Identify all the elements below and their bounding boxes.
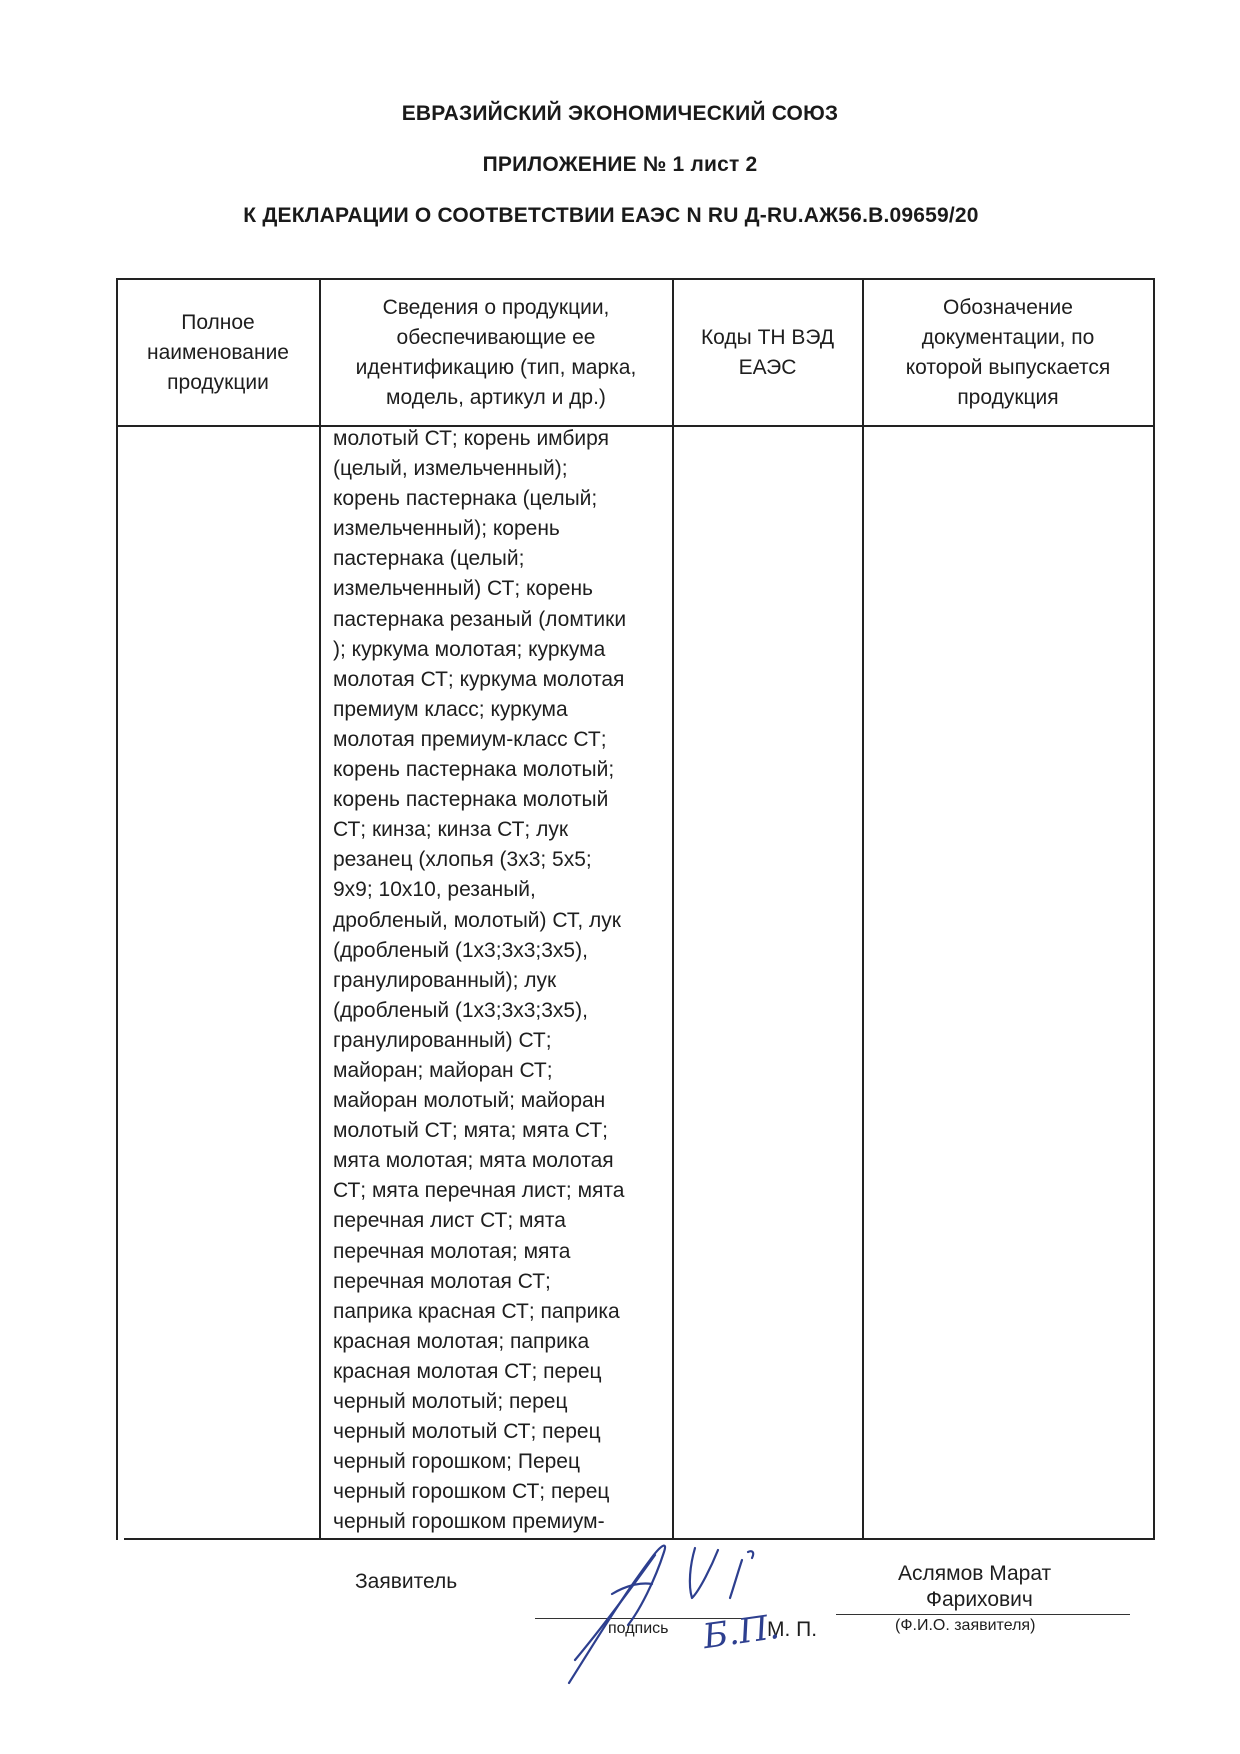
header-line: продукция — [957, 385, 1059, 409]
product-info-line: (целый, измельченный); — [333, 457, 568, 481]
table-right-border — [1153, 278, 1155, 1540]
header-line: Полное — [181, 310, 255, 334]
product-info-line: 9х9; 10х10, резаный, — [333, 878, 536, 902]
table-col-divider-3 — [862, 278, 864, 1540]
product-info-line: СТ; мята перечная лист; мята — [333, 1179, 625, 1203]
header-line: продукции — [167, 370, 269, 394]
product-info-line: дробленый, молотый) СТ, лук — [333, 908, 621, 932]
product-info-line: майоран молотый; майоран — [333, 1089, 606, 1113]
product-info-line: корень пастернака молотый; — [333, 758, 615, 782]
applicant-name-line-2: Фарихович — [926, 1588, 1033, 1611]
product-info-line: СТ; кинза; кинза СТ; лук — [333, 818, 569, 842]
product-info-line: молотый СТ; мята; мята СТ; — [333, 1119, 608, 1143]
signature-caption: подпись — [608, 1620, 669, 1637]
product-info-cell — [333, 424, 673, 1537]
name-underline — [836, 1614, 1130, 1615]
table-bottom-border — [124, 1538, 1154, 1540]
document-title-union: ЕВРАЗИЙСКИЙ ЭКОНОМИЧЕСКИЙ СОЮЗ — [401, 102, 839, 125]
column-header-product-info — [320, 280, 672, 425]
product-info-line: премиум класс; куркума — [333, 697, 568, 721]
product-info-line: перечная лист СТ; мята — [333, 1209, 566, 1233]
header-line: документации, по — [921, 325, 1095, 349]
applicant-label: Заявитель — [355, 1570, 458, 1593]
product-info-line: пастернака (целый; — [333, 547, 525, 571]
product-info-line: красная молотая СТ; перец — [333, 1359, 602, 1383]
product-info-line: паприка красная СТ; паприка — [333, 1299, 620, 1323]
product-info-line: резанец (хлопья (3х3; 5х5; — [333, 848, 592, 872]
header-line: обеспечивающие ее — [396, 325, 596, 349]
applicant-name-line-1: Аслямов Марат — [898, 1562, 1052, 1585]
product-info-line: черный молотый СТ; перец — [333, 1420, 601, 1444]
table-left-border — [116, 278, 118, 1540]
product-info-line: гранулированный) СТ; — [333, 1028, 552, 1052]
product-info-line: перечная молотая СТ; — [333, 1269, 551, 1293]
product-info-line: мята молотая; мята молотая — [333, 1149, 614, 1173]
product-info-line: черный молотый; перец — [333, 1390, 568, 1413]
header-line: идентификацию (тип, марка, — [355, 355, 637, 379]
column-header-documentation — [863, 280, 1153, 425]
product-info-line: красная молотая; паприка — [333, 1329, 590, 1353]
document-title-declaration: К ДЕКЛАРАЦИИ О СООТВЕТСТВИИ ЕАЭС N RU Д-RU.АЖ56.В.09659/20 — [243, 204, 979, 227]
header-line: ЕАЭС — [738, 355, 797, 379]
product-info-line: (дробленый (1х3;3х3;3х5), — [333, 998, 588, 1022]
product-info-line: пастернака резаный (ломтики — [333, 607, 627, 631]
product-info-line: черный горошком СТ; перец — [333, 1480, 610, 1504]
product-info-line: майоран; майоран СТ; — [333, 1058, 553, 1082]
product-info-line: молотый СТ; корень имбиря — [333, 427, 609, 450]
stamp-label: М. П. — [767, 1618, 818, 1641]
product-info-line: черный горошком; Перец — [333, 1450, 581, 1474]
product-info-line: корень пастернака (целый; — [333, 487, 598, 511]
product-info-line: молотая СТ; куркума молотая — [333, 667, 625, 691]
column-header-tn-ved — [673, 280, 862, 425]
product-info-line: измельченный); корень — [333, 517, 560, 541]
header-line: Обозначение — [943, 295, 1073, 319]
header-line: Сведения о продукции, — [382, 295, 610, 319]
product-info-line: корень пастернака молотый — [333, 788, 609, 812]
document-title-appendix: ПРИЛОЖЕНИЕ № 1 лист 2 — [482, 153, 758, 176]
column-header-product-name — [117, 280, 319, 425]
product-info-line: (дробленый (1х3;3х3;3х5), — [333, 938, 588, 962]
handwritten-initials: Б.П. — [700, 1606, 782, 1658]
header-line: наименование — [146, 340, 289, 364]
header-line: которой выпускается — [905, 355, 1111, 379]
product-info-line: молотая премиум-класс СТ; — [333, 727, 607, 751]
header-line: Коды ТН ВЭД — [700, 325, 835, 349]
product-info-line: перечная молотая; мята — [333, 1239, 571, 1263]
table-col-divider-1 — [319, 278, 321, 1540]
header-line: модель, артикул и др.) — [386, 385, 606, 409]
product-info-line: измельченный) СТ; корень — [333, 577, 593, 601]
name-caption: (Ф.И.О. заявителя) — [895, 1617, 1036, 1634]
product-info-line: черный горошком премиум- — [333, 1510, 605, 1534]
product-info-line: ); куркума молотая; куркума — [333, 637, 606, 661]
product-info-line: гранулированный); лук — [333, 968, 557, 992]
